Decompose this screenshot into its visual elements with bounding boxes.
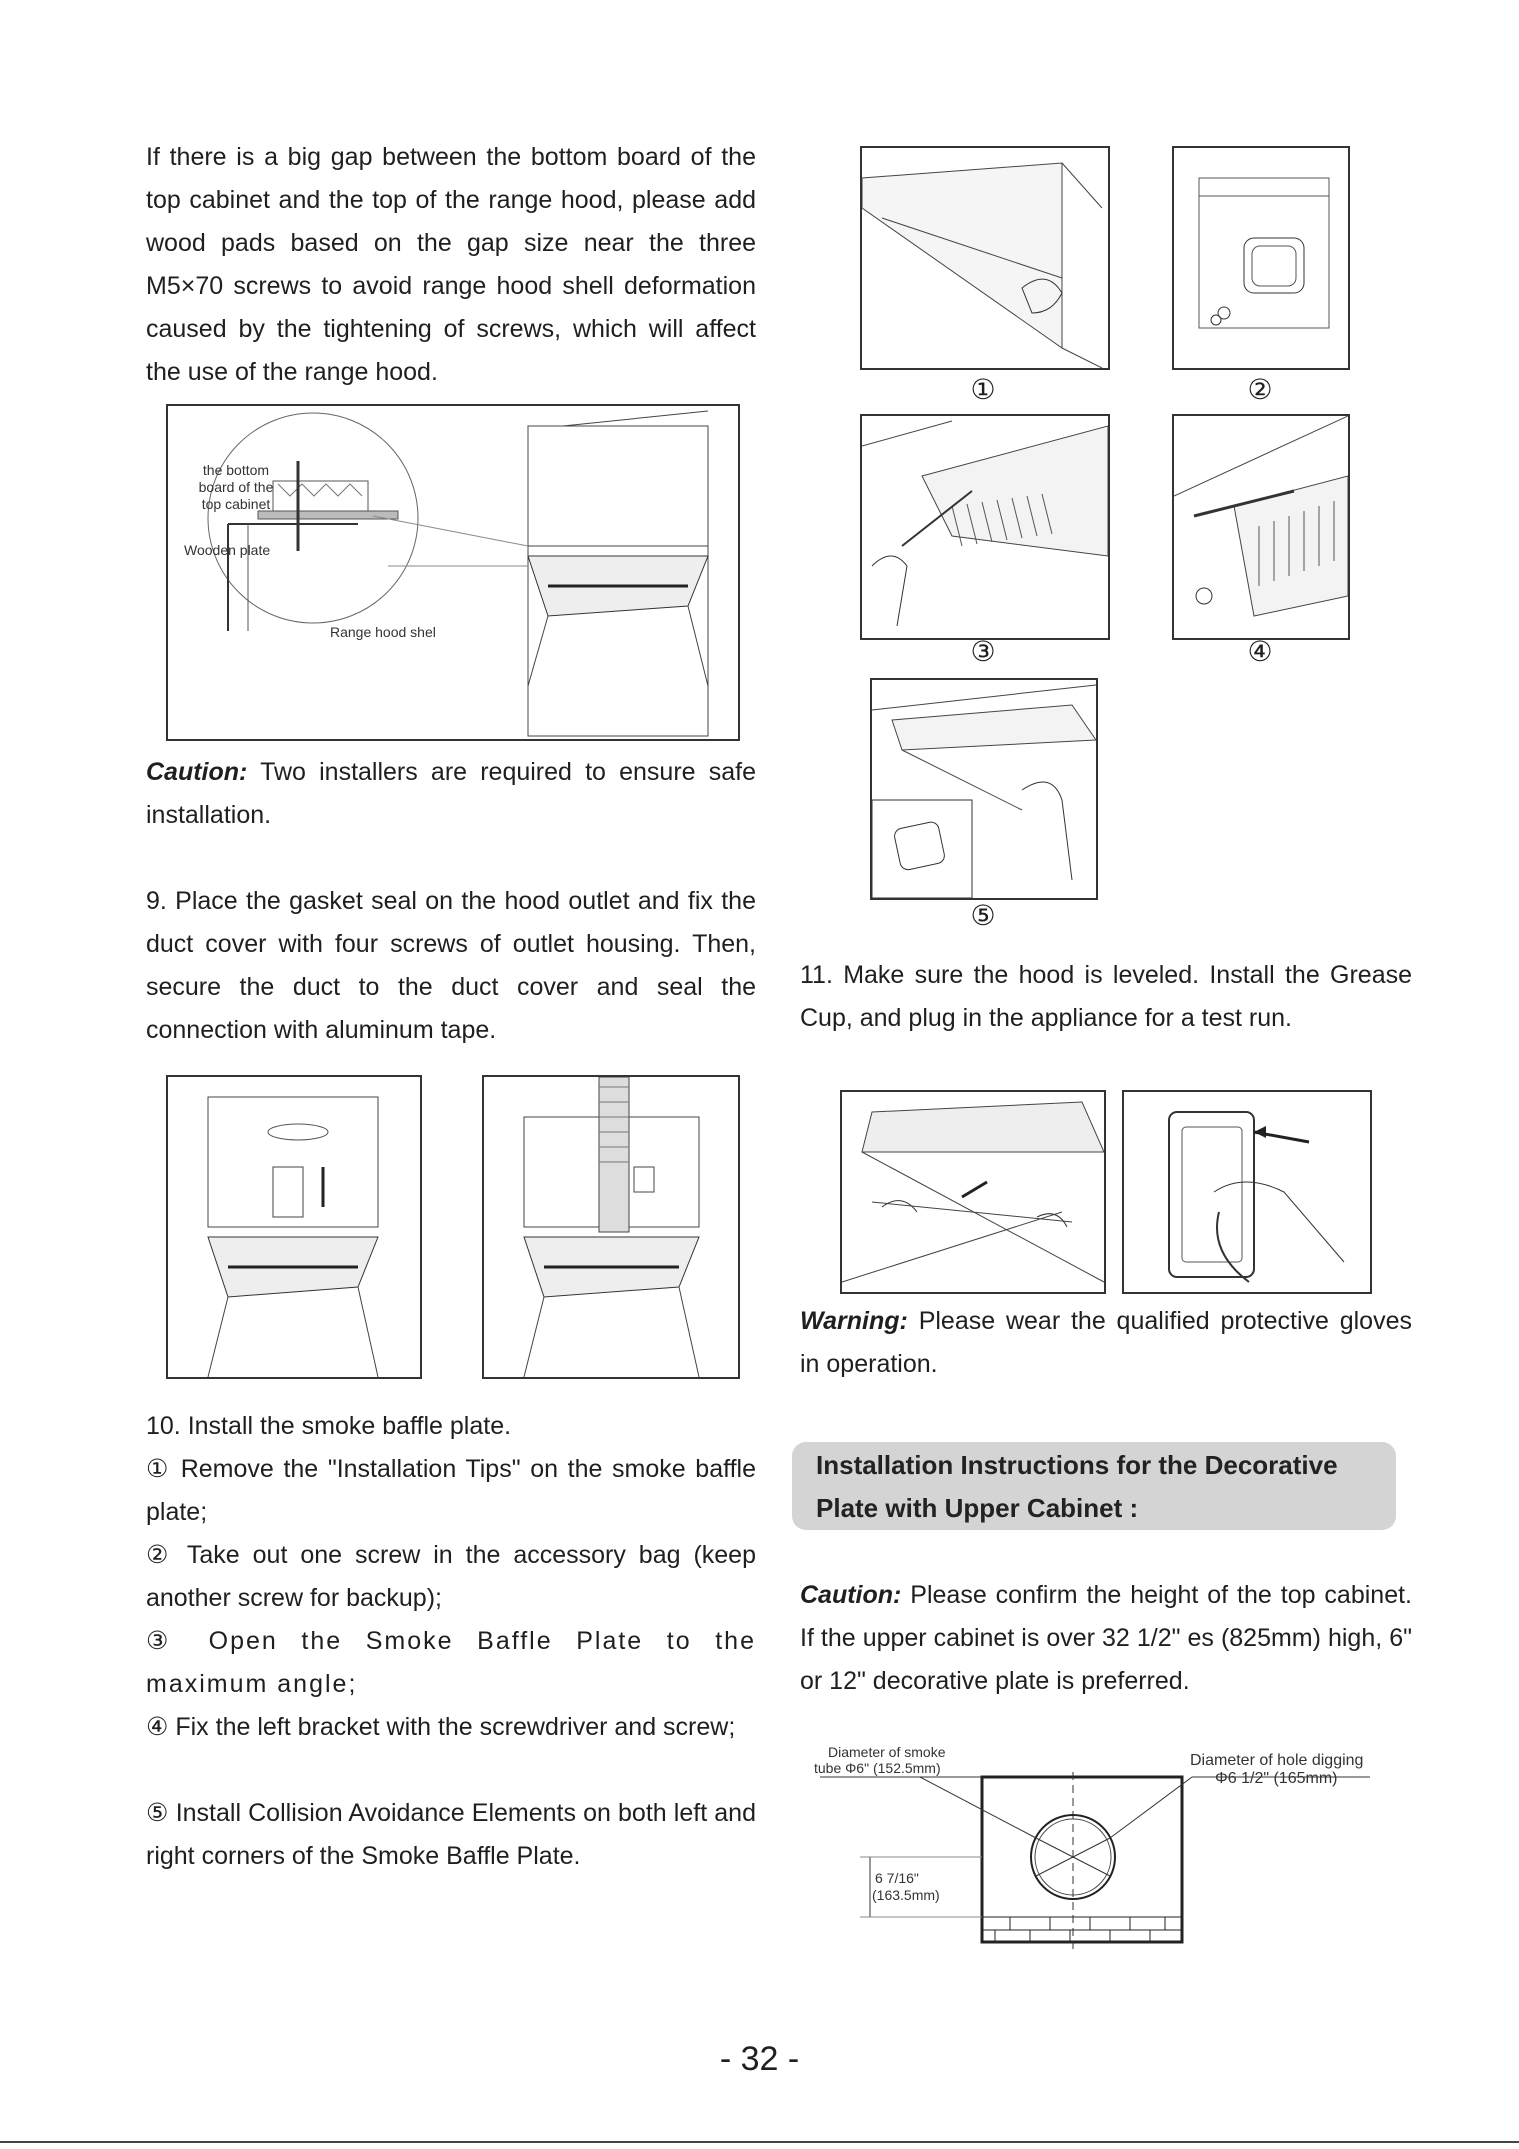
figure-2-accessory-bag <box>1172 146 1350 370</box>
page-number: - 32 - <box>719 2040 800 2078</box>
tube-diameter-label-2: tube Φ6" (152.5mm) <box>814 1760 941 1776</box>
step-11-paragraph: 11. Make sure the hood is leveled. Install the Grease Cup, and plug in the appliance for a test run. <box>800 961 1412 1032</box>
wood-pad-figure <box>166 404 740 741</box>
figure-3-open-baffle <box>860 414 1110 640</box>
figure-4-fix-bracket <box>1172 414 1350 640</box>
caution-paragraph-right <box>800 1574 1412 1703</box>
step-10-item-5: ⑤ Install Collision Avoidance Elements on both left and right corners of the Smoke Baffle Plate. <box>146 1799 756 1870</box>
height-dimension-label-2: (163.5mm) <box>872 1887 940 1903</box>
step-9-paragraph: 9. Place the gasket seal on the hood outlet and fix the duct cover with four screws of outlet housing. Then, secure the duct to the duct cover and seal the connection with aluminum tape. <box>146 887 756 1044</box>
caution-label: Caution: <box>146 758 248 786</box>
figure-5-number: ⑤ <box>970 900 996 931</box>
caution-text: Two installers are required to ensure safe installation. <box>146 758 756 829</box>
height-dimension-label-1: 6 7/16" <box>875 1870 919 1886</box>
duct-cover-figure <box>166 1075 422 1379</box>
warning-label: Warning: <box>800 1307 908 1335</box>
duct-tape-figure <box>482 1075 740 1379</box>
figure-5-collision-elements <box>870 678 1098 900</box>
wooden-plate-label: Wooden plate <box>184 542 271 558</box>
figure-1-remove-tips <box>860 146 1110 370</box>
bottom-board-label: the bottom board of the top cabinet <box>198 462 274 512</box>
figure-4-number: ④ <box>1247 636 1273 667</box>
grease-cup-figure <box>840 1090 1106 1294</box>
plug-in-figure <box>1122 1090 1372 1294</box>
intro-paragraph: If there is a big gap between the bottom board of the top cabinet and the top of the range hood, please add wood pads based on the gap size near the three M5×70 screws to avoid range hood shell deformation caused by the tightening of screws, which will affect the use of the range hood. <box>146 143 756 386</box>
caution-text-right: Please confirm the height of the top cabinet. If the upper cabinet is over 32 1/2" es (825mm) high, 6" or 12" decorative plate is preferred. <box>800 1581 1412 1695</box>
decorative-plate-banner: Installation Instructions for the Decorative Plate with Upper Cabinet : <box>792 1442 1396 1530</box>
warning-text: Please wear the qualified protective gloves in operation. <box>800 1307 1412 1378</box>
figure-2-number: ② <box>1247 374 1273 405</box>
step-10-title: 10. Install the smoke baffle plate. <box>146 1412 512 1440</box>
step-10-item-4: ④ Fix the left bracket with the screwdriver and screw; <box>146 1713 736 1741</box>
bottom-divider <box>0 2141 1519 2143</box>
caution-paragraph-left <box>146 751 756 837</box>
hole-diameter-label-2: Φ6 1/2" (165mm) <box>1215 1770 1338 1787</box>
warning-paragraph <box>800 1300 1412 1386</box>
tube-diameter-label-1: Diameter of smoke <box>828 1744 946 1760</box>
step-10-item-1: ① Remove the "Installation Tips" on the smoke baffle plate; <box>146 1455 756 1526</box>
step-10-item-3: ③ Open the Smoke Baffle Plate to the maximum angle; <box>146 1627 756 1698</box>
figure-3-number: ③ <box>970 636 996 667</box>
range-hood-shell-label: Range hood shel <box>330 624 436 640</box>
caution-label-right: Caution: <box>800 1581 902 1609</box>
hole-digging-diagram <box>810 1744 1390 1952</box>
hole-diameter-label-1: Diameter of hole digging <box>1190 1752 1364 1769</box>
figure-1-number: ① <box>970 374 996 405</box>
step-10-item-2: ② Take out one screw in the accessory bag (keep another screw for backup); <box>146 1541 756 1612</box>
